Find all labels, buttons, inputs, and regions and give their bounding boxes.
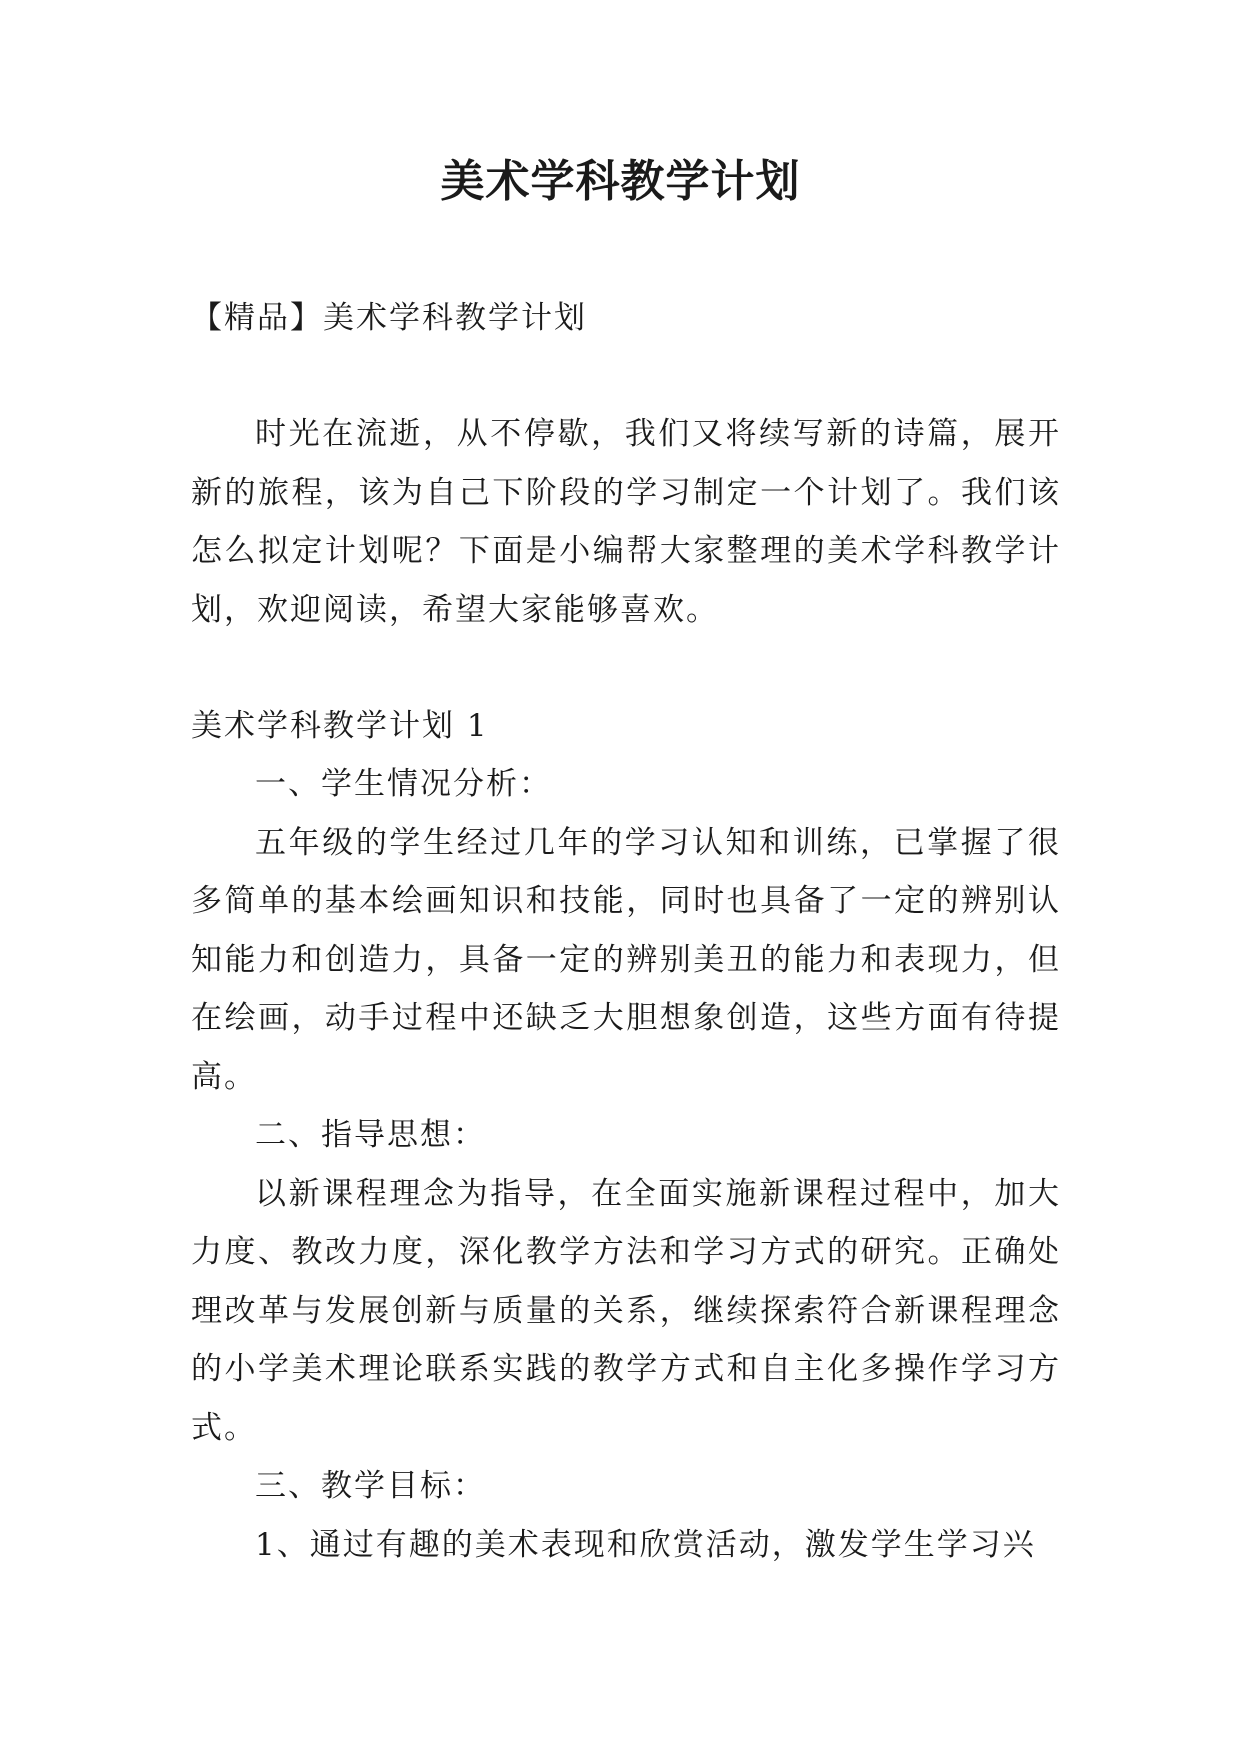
document-title: 美术学科教学计划 <box>440 156 801 207</box>
document-subtitle: 【精品】美术学科教学计划 <box>191 300 587 336</box>
section-heading-student-analysis: 一、学生情况分析： <box>255 766 552 802</box>
paragraph-teaching-goal-1: 1、通过有趣的美术表现和欣赏活动，激发学生学习兴 <box>255 1526 1036 1563</box>
plan-heading: 美术学科教学计划 1 <box>191 708 489 744</box>
section-heading-guiding-thought: 二、指导思想： <box>255 1117 486 1153</box>
paragraph-student-analysis: 五年级的学生经过几年的学习认知和训练，已掌握了很多简单的基本绘画知识和技能，同时也具备了一定的辨别认知能力和创造力，具备一定的辨别美丑的能力和表现力，但在绘画，动手过程中还缺乏大胆想象创造，这些方面有待提高。 <box>191 824 1061 1095</box>
plan-section <box>191 755 1061 1574</box>
intro-paragraph: 时光在流逝，从不停歇，我们又将续写新的诗篇，展开新的旅程，该为自己下阶段的学习制定一个计划了。我们该怎么拟定计划呢？下面是小编帮大家整理的美术学科教学计划，欢迎阅读，希望大家能够喜欢。 <box>191 416 1061 628</box>
section-heading-teaching-goals: 三、教学目标： <box>255 1468 486 1504</box>
paragraph-guiding-thought: 以新课程理念为指导，在全面实施新课程过程中，加大力度、教改力度，深化教学方法和学习方式的研究。正确处理改革与发展创新与质量的关系，继续探索符合新课程理念的小学美术理论联系实践的教学方式和自主化多操作学习方式。 <box>191 1175 1061 1446</box>
